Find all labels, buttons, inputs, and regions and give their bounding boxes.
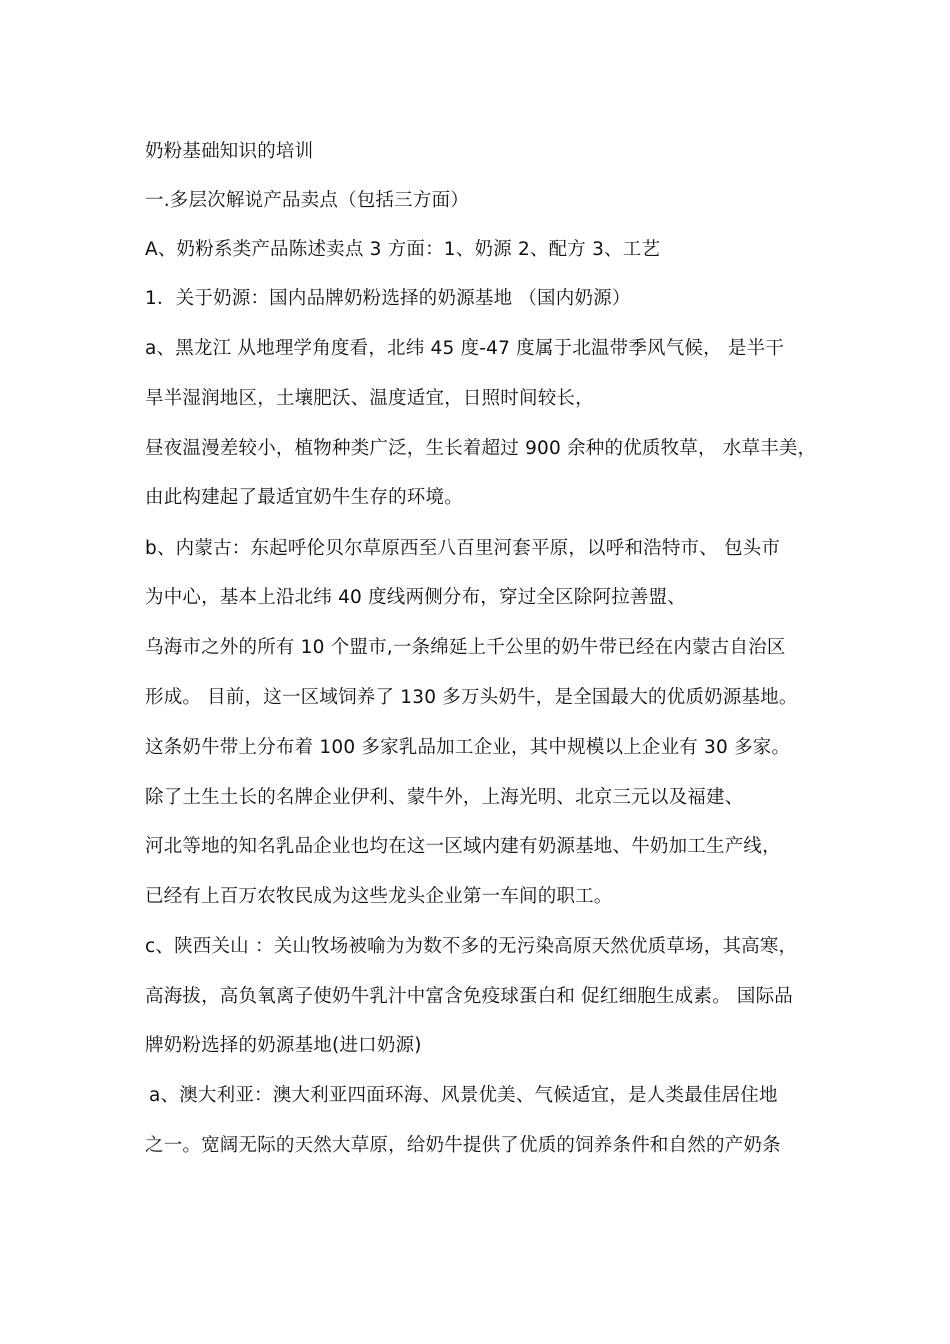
paragraph-line: c、陕西关山 ：关山牧场被喻为为数不多的无污染高原天然优质草场，其高寒， [145, 936, 798, 957]
paragraph-line: 河北等地的知名乳品企业也均在这一区域内建有奶源基地、牛奶加工生产线， [145, 836, 781, 857]
paragraph-line: 除了土生土长的名牌企业伊利、蒙牛外，上海光明、北京三元以及福建、 [145, 787, 744, 808]
paragraph-line: 昼夜温漫差较小，植物种类广泛，生长着超过 900 余种的优质牧草， 水草丰美， [145, 438, 817, 459]
paragraph-line: A、奶粉系类产品陈述卖点 3 方面：1、奶源 2、配方 3、工艺 [145, 239, 661, 260]
paragraph-line: 形成。 目前，这一区域饲养了 130 多万头奶牛，是全国最大的优质奶源基地。 [145, 687, 798, 708]
paragraph-line: 高海拔，高负氧离子使奶牛乳汁中富含免疫球蛋白和 促红细胞生成素。 国际品 [145, 986, 793, 1007]
document-title: 奶粉基础知识的培训 [145, 141, 314, 162]
paragraph-line: 牌奶粉选择的奶源基地(进口奶源) [145, 1035, 422, 1056]
section-heading: 一.多层次解说产品卖点（包括三方面） [145, 190, 469, 211]
subsection-heading: 1．关于奶源：国内品牌奶粉选择的奶源基地 （国内奶源） [145, 288, 631, 309]
paragraph-line: 为中心，基本上沿北纬 40 度线两侧分布，穿过全区除阿拉善盟、 [145, 587, 687, 608]
paragraph-line: 旱半湿润地区，土壤肥沃、温度适宜，日照时间较长， [145, 388, 594, 409]
paragraph-line: b、内蒙古：东起呼伦贝尔草原西至八百里河套平原，以呼和浩特市、 包头市 [145, 538, 781, 559]
paragraph-line: 已经有上百万农牧民成为这些龙头企业第一车间的职工。 [145, 886, 613, 907]
paragraph-line: 之一。宽阔无际的天然大草原，给奶牛提供了优质的饲养条件和自然的产奶条 [145, 1135, 781, 1156]
paragraph-line: 由此构建起了最适宜奶牛生存的环境。 [145, 487, 463, 508]
paragraph-line: 这条奶牛带上分布着 100 多家乳品加工企业，其中规模以上企业有 30 多家。 [145, 737, 791, 758]
paragraph-line: 乌海市之外的所有 10 个盟市,一条绵延上千公里的奶牛带已经在内蒙古自治区 [145, 637, 786, 658]
paragraph-line: a、澳大利亚：澳大利亚四面环海、风景优美、气候适宜，是人类最佳居住地 [149, 1085, 778, 1106]
paragraph-line: a、黑龙江 从地理学角度看，北纬 45 度-47 度属于北温带季风气候， 是半干 [145, 338, 784, 359]
